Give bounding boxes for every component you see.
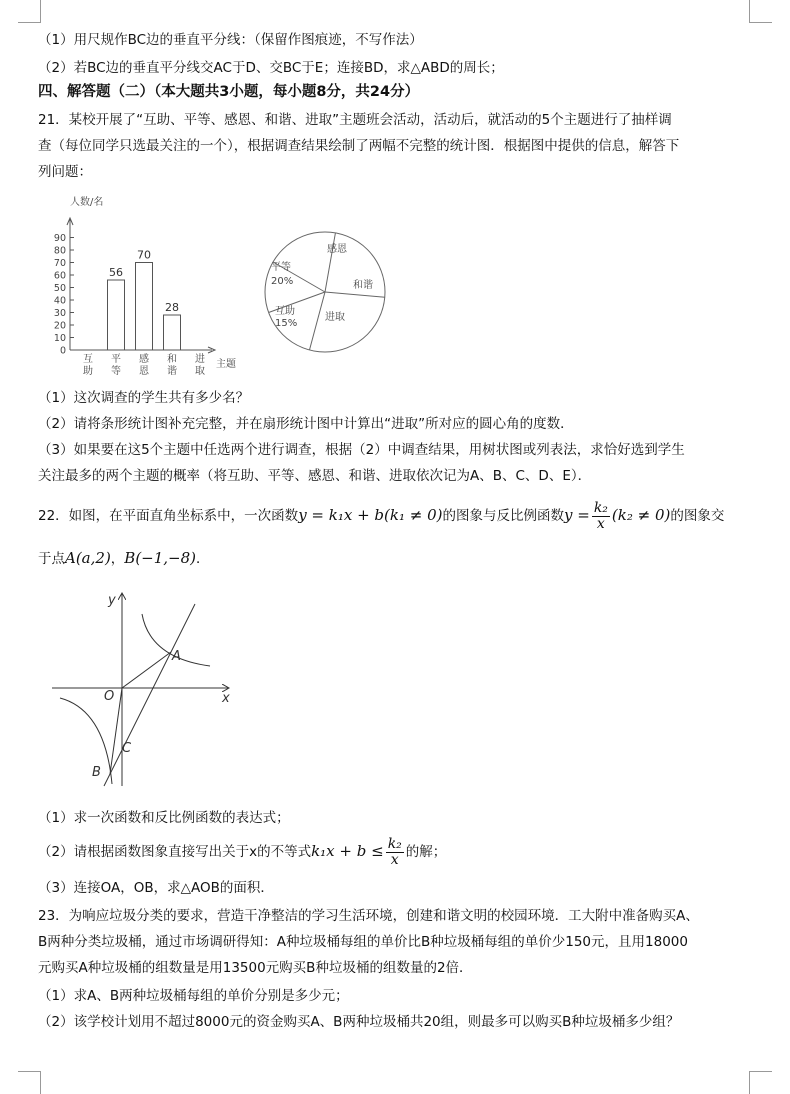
crop-mark-bottom-right — [749, 1071, 772, 1094]
label-origin: O — [104, 689, 115, 704]
hyperbola-branch-2 — [60, 698, 112, 784]
bar-category-label: 平 — [111, 354, 121, 365]
q22-inverse-lhs: y = — [564, 506, 590, 524]
q22-inverse-cond: (k₂ ≠ 0) — [611, 506, 671, 524]
pie-sector-boundary — [309, 292, 325, 350]
frac-numerator: k₂ — [593, 499, 608, 516]
q22-point-a: A(a,2) — [65, 549, 111, 567]
q21-intro-line1: 21．某校开展了“互助、平等、感恩、和谐、进取”主题班会活动，活动后，就活动的5个主题进行了抽样调 — [38, 112, 672, 128]
q23-intro-line2: B两种分类垃圾桶，通过市场调研得知：A种垃圾桶每组的单价比B种垃圾桶每组的单价少150元，且用18000 — [38, 934, 688, 950]
pie-chart — [255, 222, 395, 357]
bar-y-tick-label: 80 — [53, 245, 66, 257]
q22-part2-end: 的解； — [405, 844, 447, 860]
bar-category-label: 感 — [139, 354, 149, 365]
bar-data-label: 28 — [165, 301, 179, 314]
bar-category-label: 恩 — [139, 366, 149, 377]
q23-intro-line1: 23．为响应垃圾分类的要求，营造干净整洁的学习生活环境，创建和谐文明的校园环境．工大附中准备购买A、 — [38, 908, 699, 924]
bar-chart — [40, 192, 250, 384]
q22-inequality-fraction — [386, 837, 404, 868]
q23-intro-line3: 元购买A种垃圾桶的组数量是用13500元购买B种垃圾桶的组数量的2倍． — [38, 960, 473, 976]
bar-y-tick-label: 30 — [53, 308, 66, 319]
bar — [108, 280, 125, 350]
bar-y-axis-label: 人数/名 — [70, 197, 104, 208]
crop-mark-bottom-left — [18, 1071, 41, 1094]
bar-y-tick-label: 50 — [53, 283, 66, 294]
pie-label-ganen: 感恩 — [327, 244, 347, 255]
function-graph — [50, 588, 240, 788]
q22-sep: ， — [110, 551, 125, 567]
q21-part2: （2）请将条形统计图补充完整，并在扇形统计图中计算出“进取”所对应的圆心角的度数． — [38, 416, 574, 432]
q22-text-end: ． — [196, 551, 210, 567]
frac-denominator: x — [596, 515, 605, 532]
q22-text-d: 于点 — [38, 551, 65, 567]
bar-category-label: 和 — [167, 354, 177, 365]
q22-inequality: k₁x + b ≤ — [311, 842, 384, 860]
pie-sector-boundary — [325, 233, 335, 292]
q22-part2 — [38, 836, 750, 868]
q22-point-b: B(−1,−8) — [124, 549, 197, 567]
bar-category-label: 等 — [111, 366, 121, 377]
bar-category-label: 进 — [195, 354, 205, 365]
segment-oa — [122, 652, 171, 688]
pie-label-hexie: 和谐 — [353, 280, 373, 291]
frac-denominator: x — [390, 851, 399, 868]
bar-category-label: 谐 — [167, 366, 177, 377]
q21-part1: （1）这次调查的学生共有多少名？ — [38, 390, 250, 406]
bar — [136, 263, 153, 351]
crop-mark-top-left — [18, 0, 41, 23]
q22-intro-line2 — [38, 546, 750, 571]
q20-part1: （1）用尺规作BC边的垂直平分线：（保留作图痕迹，不写作法） — [38, 32, 423, 48]
q21-part3-line1: （3）如果要在这5个主题中任选两个进行调查，根据（2）中调查结果，用树状图或列表法，求恰好选到学生 — [38, 442, 685, 458]
label-y: y — [108, 593, 116, 608]
bar-y-tick-label: 20 — [53, 320, 66, 332]
bar-category-label: 取 — [195, 366, 205, 377]
bar-y-tick-label: 40 — [53, 295, 66, 307]
bar-data-label: 56 — [109, 266, 123, 279]
bar-x-axis-label: 主题 — [216, 359, 236, 370]
pie-pct-huzhu: 15% — [275, 318, 298, 329]
pie-pct-pingdeng: 20% — [271, 276, 294, 287]
pie-label-jinqu: 进取 — [325, 312, 345, 323]
label-point-a: A — [172, 649, 181, 664]
bar-data-label: 70 — [137, 248, 151, 262]
bar-y-tick-label: 70 — [53, 258, 66, 269]
bar-category-label: 互 — [83, 354, 93, 365]
q22-text-a: 22．如图，在平面直角坐标系中，一次函数 — [38, 508, 299, 524]
q22-text-c: 的图象交 — [670, 508, 725, 524]
q23-part2: （2）该学校计划用不超过8000元的资金购买A、B两种垃圾桶共20组，则最多可以购买B种垃圾桶多少组？ — [38, 1014, 680, 1030]
q22-part1: （1）求一次函数和反比例函数的表达式； — [38, 810, 290, 826]
frac-numerator: k₂ — [387, 835, 402, 852]
crop-mark-top-right — [749, 0, 772, 23]
q23-part1: （1）求A、B两种垃圾桶每组的单价分别是多少元； — [38, 988, 349, 1004]
bar-y-tick-label: 0 — [59, 345, 66, 357]
q22-linear-eq: y = k₁x + b(k₁ ≠ 0) — [298, 506, 443, 524]
q21-intro-line2: 查（每位同学只选最关注的一个），根据调查结果绘制了两幅不完整的统计图．根据图中提供的信息，解答下 — [38, 138, 680, 154]
q20-part2: （2）若BC边的垂直平分线交AC于D、交BC于E；连接BD，求△ABD的周长； — [38, 60, 504, 76]
q22-inverse-fraction — [592, 501, 610, 532]
linear-function-line — [104, 604, 195, 786]
q22-part2-text: （2）请根据函数图象直接写出关于x的不等式 — [38, 844, 312, 860]
q21-intro-line3: 列问题： — [38, 164, 92, 180]
pie-label-huzhu: 互助 — [275, 306, 295, 317]
section-heading: 四、解答题（二）（本大题共3小题，每小题8分，共24分） — [38, 84, 420, 100]
q22-intro-line1 — [38, 500, 750, 532]
pie-sector-boundary — [325, 292, 385, 297]
bar-y-tick-label: 10 — [53, 333, 66, 344]
bar-y-tick-label: 60 — [53, 270, 66, 282]
q21-part3-line2: 关注最多的两个主题的概率（将互助、平等、感恩、和谐、进取依次记为A、B、C、D、E）． — [38, 468, 592, 484]
bar-category-label: 助 — [83, 366, 93, 377]
pie-label-pingdeng: 平等 — [271, 262, 291, 273]
q22-text-b: 的图象与反比例函数 — [442, 508, 564, 524]
bar-y-tick-label: 90 — [53, 233, 66, 244]
label-x: x — [222, 691, 230, 706]
bar — [164, 315, 181, 350]
q22-part3: （3）连接OA，OB，求△AOB的面积． — [38, 880, 274, 896]
label-point-b: B — [92, 765, 101, 780]
label-point-c: C — [122, 741, 132, 756]
